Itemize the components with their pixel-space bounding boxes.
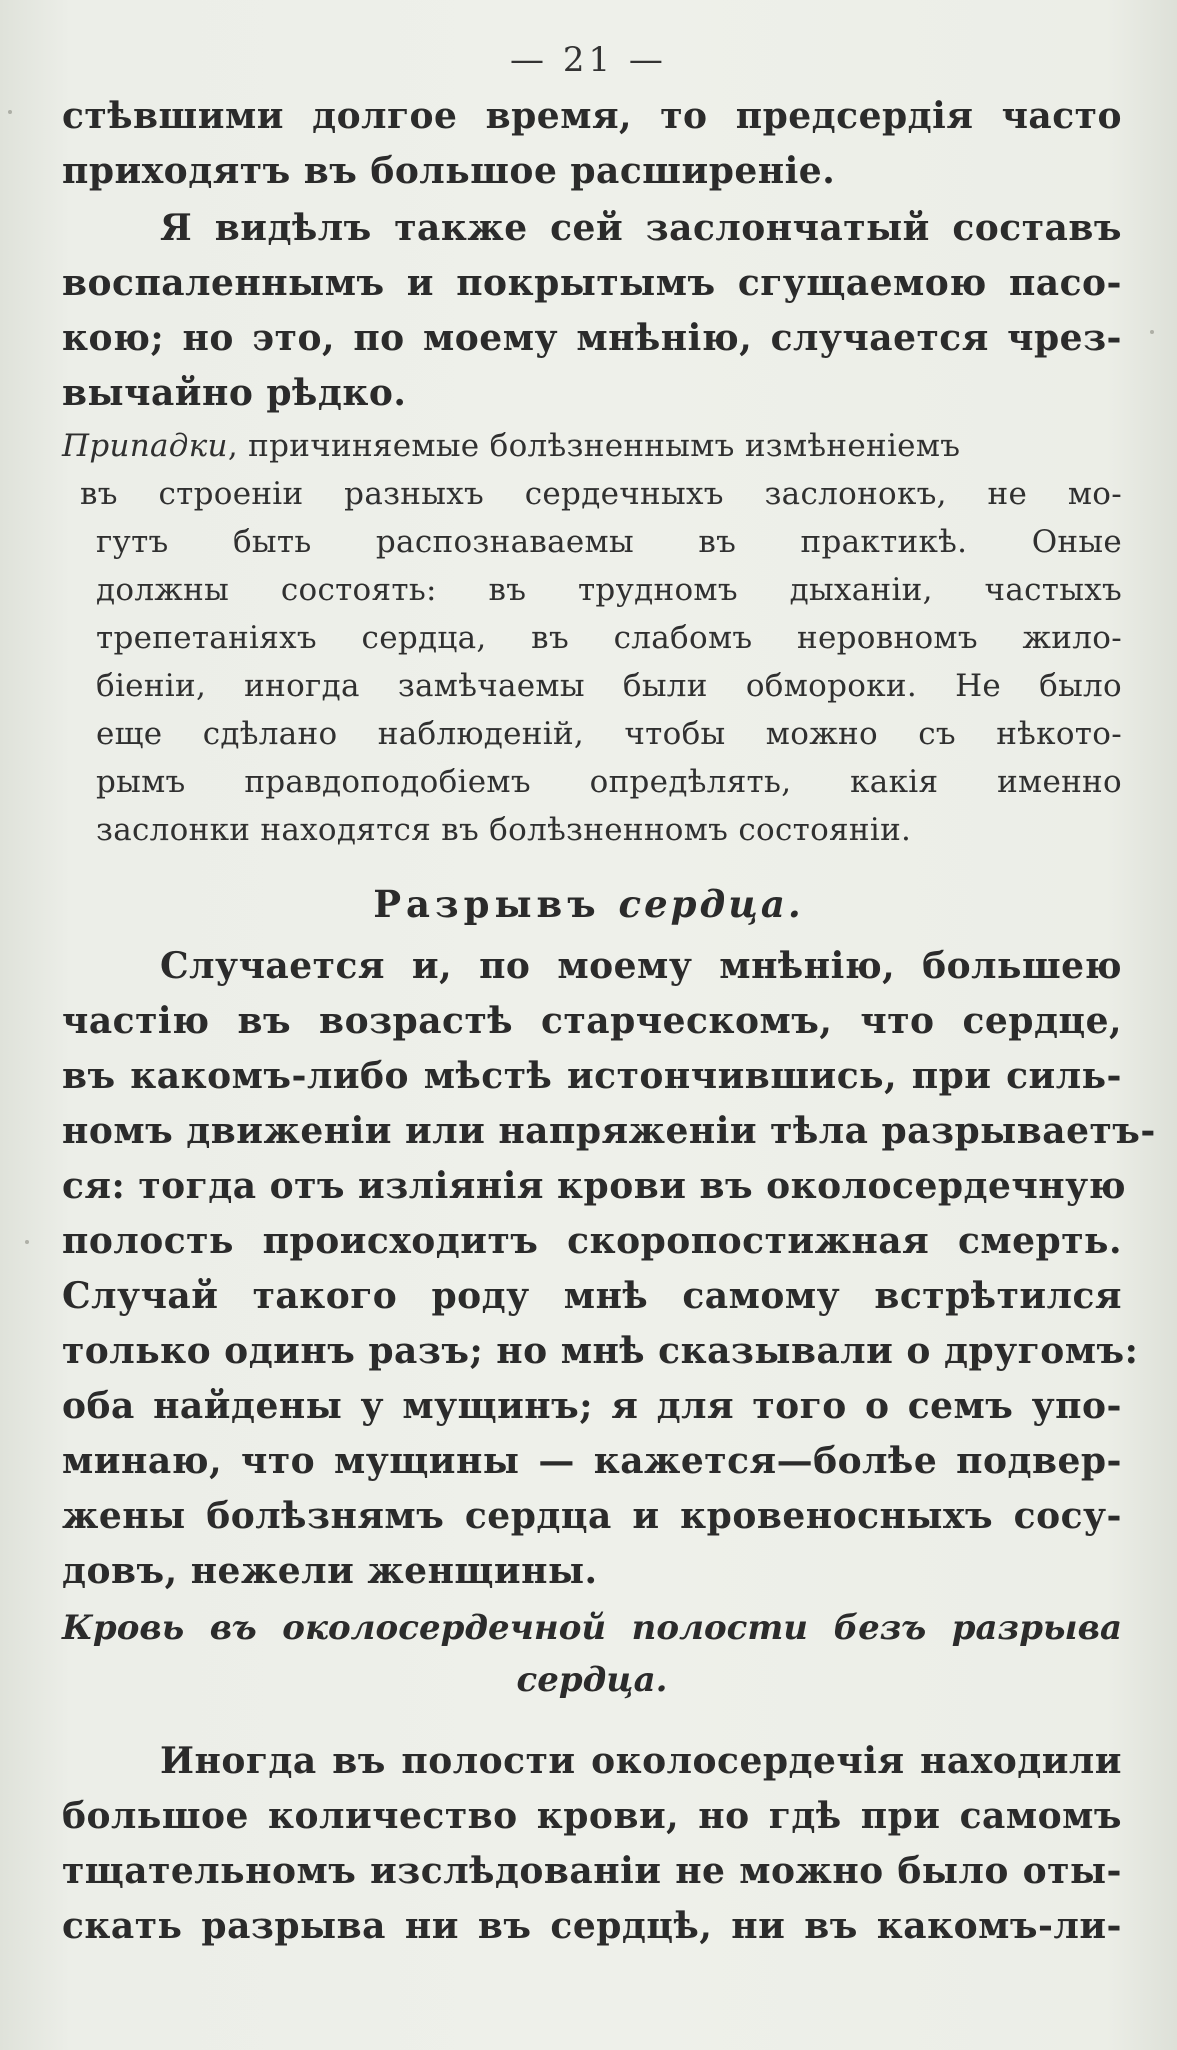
- text-line: частію въ возрастѣ старческомъ, что сердце,: [62, 1000, 1122, 1042]
- paper-speck: [1150, 330, 1154, 334]
- text-line: трепетаніяхъ сердца, въ слабомъ неровномъ жило-: [96, 620, 1122, 656]
- text-line: вычайно рѣдко.: [62, 372, 407, 414]
- text-line: Случай такого роду мнѣ самому встрѣтился: [62, 1275, 1122, 1317]
- section-heading-rupture: [0, 882, 1177, 926]
- text-line: только одинъ разъ; но мнѣ сказывали о другомъ:: [62, 1330, 1139, 1372]
- text-line: еще сдѣлано наблюденій, чтобы можно съ нѣкото-: [96, 716, 1122, 752]
- paper-speck: [8, 110, 12, 114]
- text-line: стѣвшими долгое время, то предсердія часто: [62, 95, 1122, 137]
- text-line: полость происходитъ скоропостижная смерть.: [62, 1220, 1122, 1262]
- text-line: должны состоять: въ трудномъ дыханіи, частыхъ: [96, 572, 1122, 608]
- text-line: довъ, нежели женщины.: [62, 1550, 598, 1592]
- heading-word: Разрывъ: [373, 882, 601, 926]
- heading-word-italic: сердца.: [618, 882, 804, 926]
- text-line: воспаленнымъ и покрытымъ сгущаемою пасо-: [62, 262, 1122, 304]
- text-line: заслонки находятся въ болѣзненномъ состояніи.: [96, 812, 912, 848]
- text-line: оба найдены у мущинъ; я для того о семъ упо-: [62, 1385, 1122, 1427]
- text-line: приходятъ въ большое расширеніе.: [62, 150, 836, 192]
- paper-speck: [25, 1240, 29, 1244]
- text-line: Иногда въ полости околосердечія находили: [160, 1740, 1122, 1782]
- text-line: минаю, что мущины — кажется—болѣе подвер-: [62, 1440, 1122, 1482]
- text-line: Я видѣлъ также сей заслончатый составъ: [160, 207, 1122, 249]
- text-line: рымъ правдоподобіемъ опредѣлять, какія именно: [96, 764, 1122, 800]
- text-line: въ какомъ-либо мѣстѣ истончившись, при силь-: [62, 1055, 1122, 1097]
- text-line: Случается и, по моему мнѣнію, большею: [160, 945, 1122, 987]
- text-span: , причиняемые болѣзненнымъ измѣненіемъ: [227, 428, 961, 464]
- text-line: жены болѣзнямъ сердца и кровеносныхъ сосу-: [62, 1495, 1122, 1537]
- symptoms-label: Припадки: [62, 428, 228, 464]
- text-line: большое количество крови, но гдѣ при самомъ: [62, 1795, 1122, 1837]
- page-number: — 21 —: [510, 40, 667, 80]
- text-line: кою; но это, по моему мнѣнію, случается чрез-: [62, 317, 1122, 359]
- text-line: гутъ быть распознаваемы въ практикѣ. Оные: [96, 524, 1122, 560]
- text-line: скать разрыва ни въ сердцѣ, ни въ какомъ-ли-: [62, 1905, 1122, 1947]
- text-line: біеніи, иногда замѣчаемы были обмороки. Не было: [96, 668, 1122, 704]
- section-heading-blood-cont: сердца.: [516, 1660, 668, 1700]
- text-line: ся: тогда отъ изліянія крови въ околосердечную: [62, 1165, 1127, 1207]
- text-line: [62, 428, 1122, 464]
- text-line: тщательномъ изслѣдованіи не можно было оты-: [62, 1850, 1122, 1892]
- section-heading-blood: Кровь въ околосердечной полости безъ разрыва: [62, 1608, 1122, 1648]
- text-line: номъ движеніи или напряженіи тѣла разрываетъ-: [62, 1110, 1156, 1152]
- text-line: въ строеніи разныхъ сердечныхъ заслонокъ, не мо-: [80, 476, 1122, 512]
